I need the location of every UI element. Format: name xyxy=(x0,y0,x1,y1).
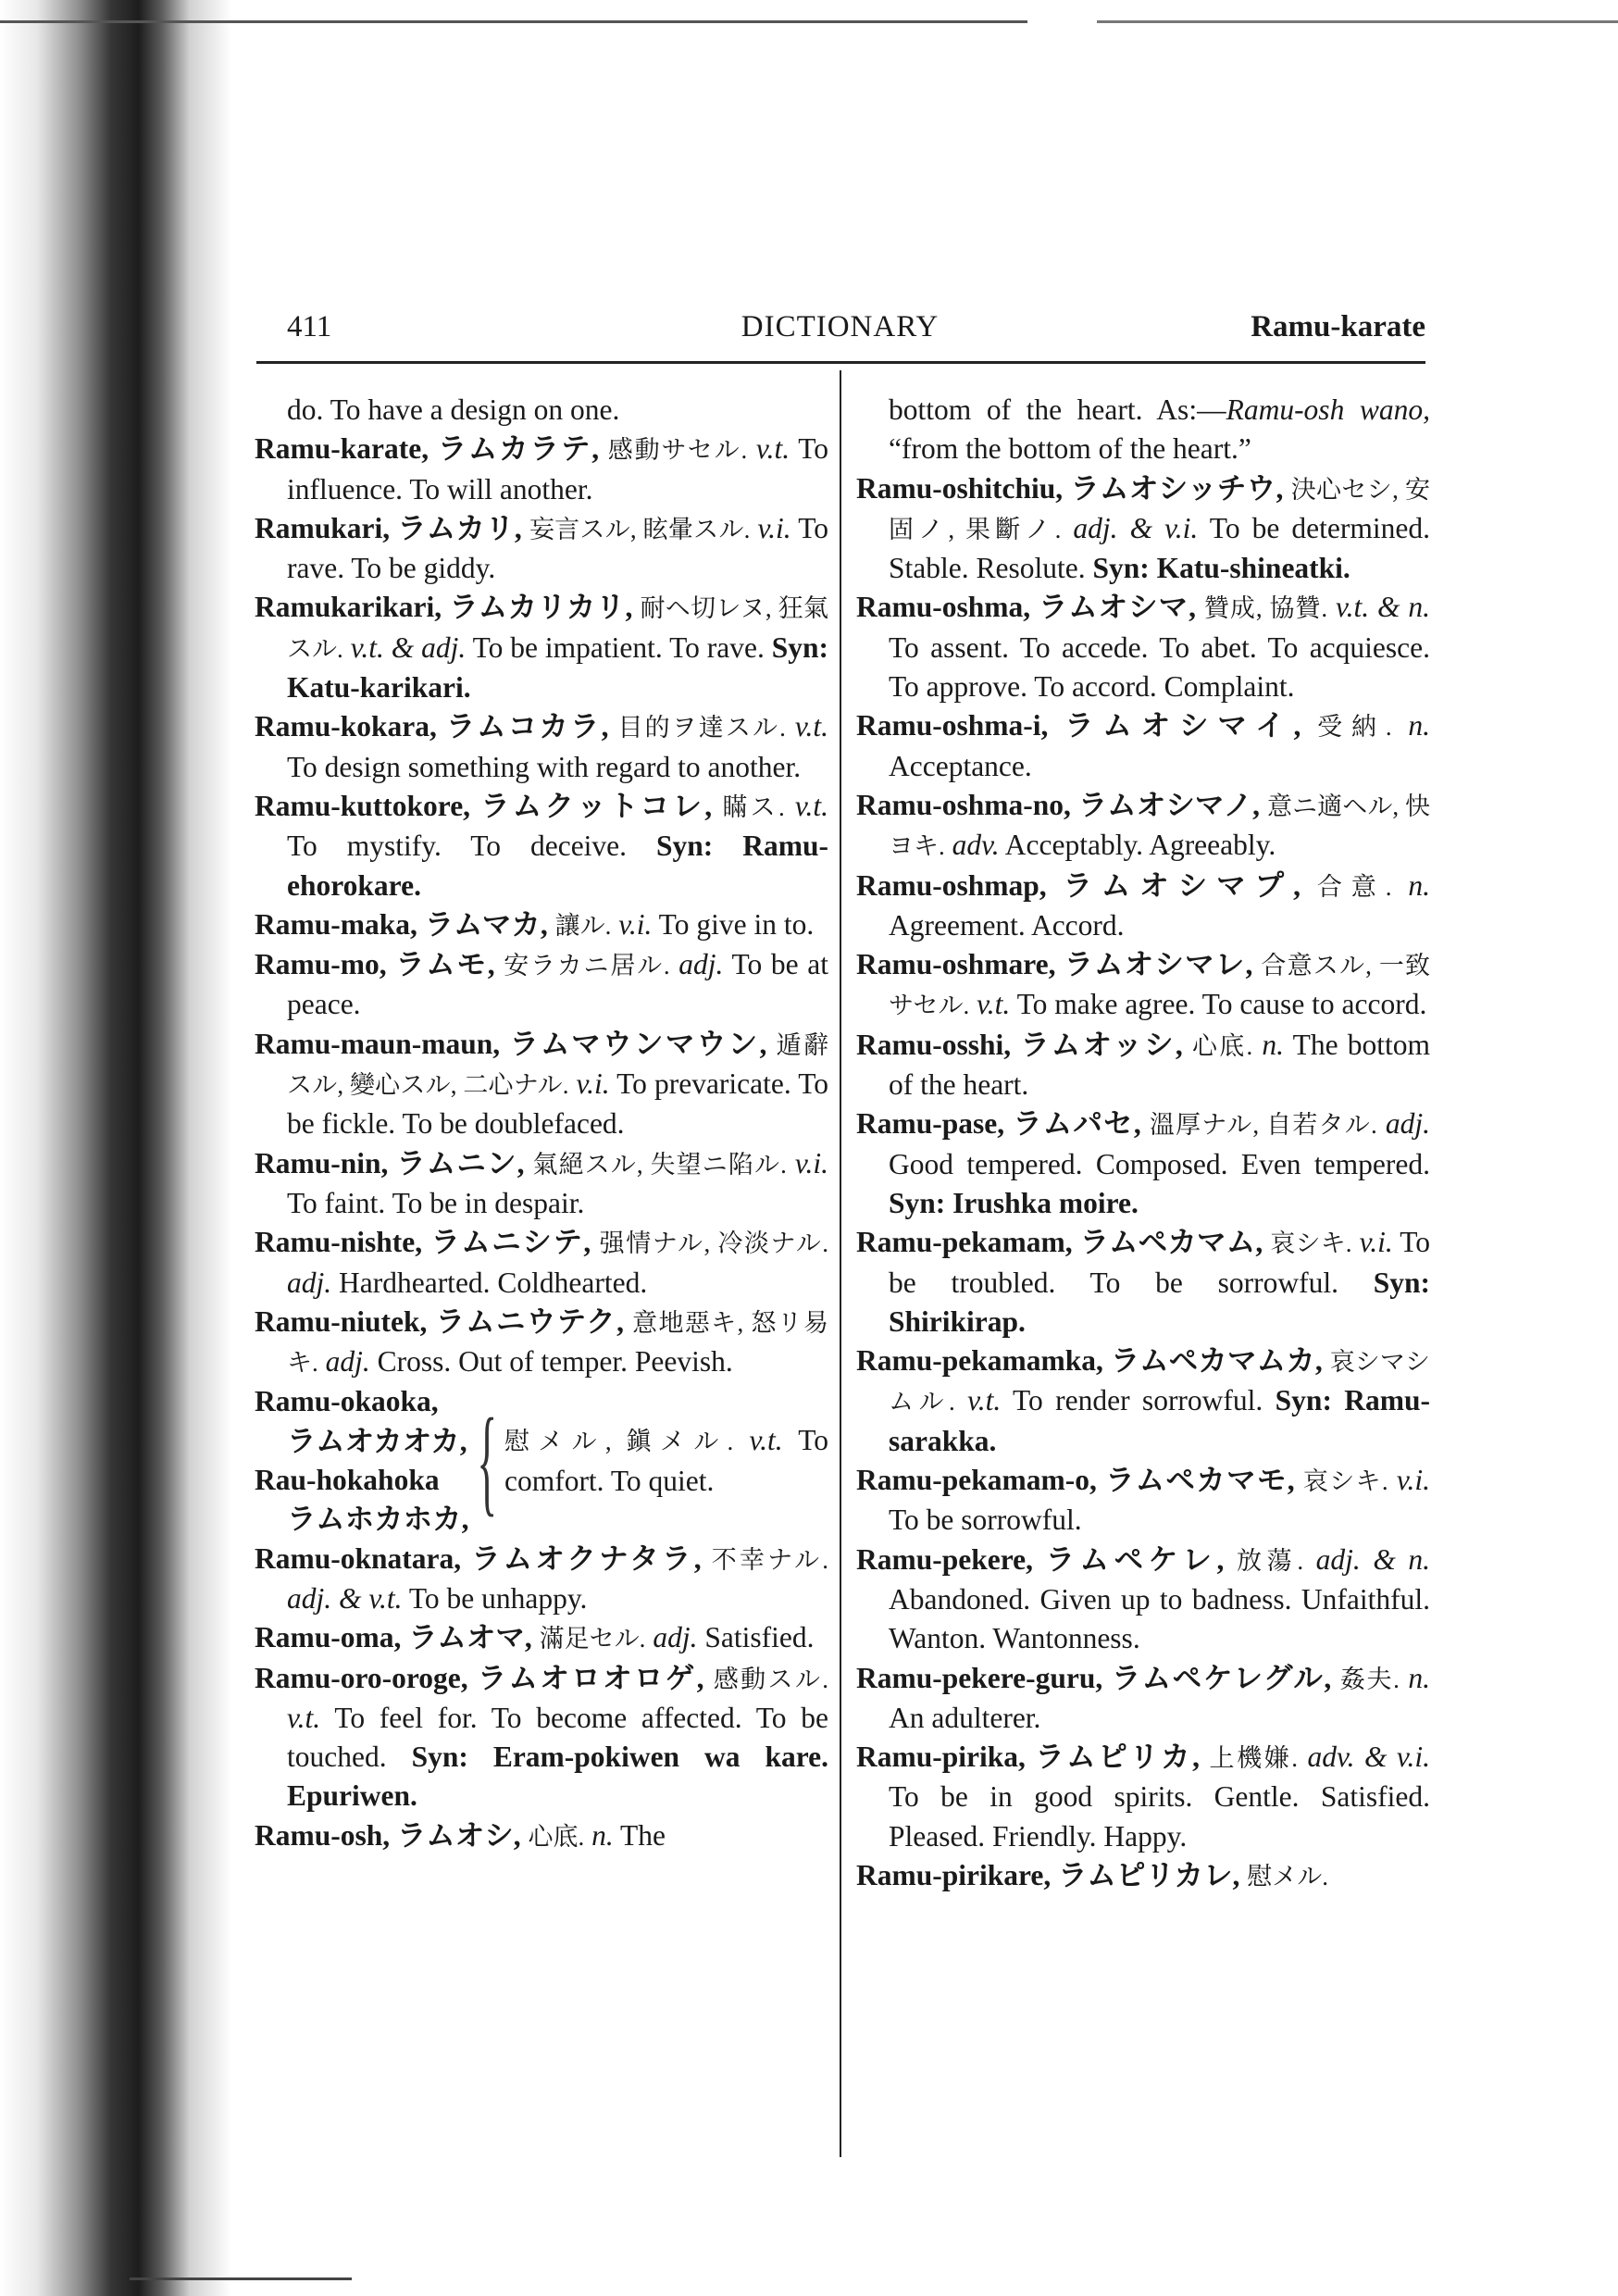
definition: To be unhappy. xyxy=(408,1581,588,1615)
header-rule xyxy=(256,361,1425,364)
definition: Satisfied. xyxy=(704,1621,815,1654)
definition: An adulterer. xyxy=(889,1701,1041,1734)
part-of-speech: n. xyxy=(1408,709,1431,742)
dictionary-entry xyxy=(255,509,828,589)
headword: Ramu-oro-oroge, xyxy=(255,1661,468,1694)
part-of-speech: adj. xyxy=(325,1345,370,1379)
japanese-gloss: 目的ヲ達スル. xyxy=(617,714,786,742)
definition: Abandoned. Given up to badness. Unfaithful. Wanton. Wantonness. xyxy=(889,1582,1430,1655)
definition: Acceptably. Agreeably. xyxy=(1004,829,1276,862)
headword: Ramu-maun-maun, xyxy=(255,1027,501,1060)
dictionary-entry xyxy=(255,1618,828,1658)
headword: Ramu-osshi, xyxy=(856,1028,1012,1061)
continuation-text: do. To have a design on one. xyxy=(287,393,620,426)
headword: Ramu-pekamamka, xyxy=(856,1344,1103,1378)
kana: ラムオシマ, xyxy=(1039,591,1197,624)
japanese-gloss: 滿足セル. xyxy=(539,1625,646,1653)
part-of-speech: adj. xyxy=(287,1266,332,1299)
part-of-speech: v.t. xyxy=(755,432,790,466)
japanese-gloss: 感動スル. xyxy=(713,1665,829,1693)
japanese-gloss: 妄言スル, 眩暈スル. xyxy=(529,515,751,543)
japanese-gloss: 合意. xyxy=(1316,872,1392,901)
dictionary-entry xyxy=(255,430,828,509)
dictionary-entry xyxy=(255,707,828,787)
part-of-speech: v.i. xyxy=(794,1146,829,1179)
column-divider xyxy=(840,370,841,2157)
part-of-speech: n. xyxy=(591,1818,614,1852)
headword: Ramu-oshma-no, xyxy=(856,788,1071,821)
kana: ラムオシマレ, xyxy=(1064,948,1253,981)
brace-definition xyxy=(504,1421,828,1501)
example-gloss: “from the bottom of the heart.” xyxy=(889,432,1251,466)
kana: ラムホカホカ, xyxy=(287,1503,469,1536)
dictionary-entry xyxy=(856,867,1430,946)
dictionary-entry xyxy=(255,588,828,707)
headword: Ramu-nishte, xyxy=(255,1226,423,1259)
right-entries xyxy=(856,469,1430,1897)
part-of-speech: adj. xyxy=(1385,1107,1431,1141)
kana: ラムニシテ, xyxy=(430,1226,591,1259)
japanese-gloss: 意ニ適ヘル, 快ヨキ. xyxy=(889,792,1431,861)
headword: Ramu-pekere, xyxy=(856,1542,1034,1576)
part-of-speech: v.t. xyxy=(287,1701,321,1734)
part-of-speech: v.i. xyxy=(1396,1464,1431,1497)
brace-entry xyxy=(255,1382,828,1539)
headword: Ramu-oshmare, xyxy=(856,948,1056,981)
part-of-speech: adj. xyxy=(653,1621,698,1654)
dictionary-entry xyxy=(856,1541,1430,1659)
running-title: DICTIONARY xyxy=(741,310,940,343)
synonym-label: Syn: xyxy=(1373,1266,1430,1299)
headword: Ramu-oshmap, xyxy=(856,868,1047,902)
japanese-gloss: 哀シキ. xyxy=(1270,1229,1352,1258)
left-entries-after xyxy=(255,1540,828,1856)
definition: To render sorrowful. xyxy=(1013,1384,1263,1417)
japanese-gloss: 姦夫. xyxy=(1339,1665,1400,1693)
part-of-speech: v.i. xyxy=(576,1067,610,1101)
dictionary-entry xyxy=(856,1341,1430,1461)
japanese-gloss: 讓ル. xyxy=(554,911,612,940)
kana: ラムモ, xyxy=(395,948,495,981)
definition: To be in good spirits. Gentle. Satisfied. Pleased. Friendly. Happy. xyxy=(889,1780,1430,1853)
headword: Ramu-kuttokore, xyxy=(255,789,471,822)
japanese-gloss: 合意スル, 一致サセル. xyxy=(889,952,1431,1020)
kana: ラムカラテ, xyxy=(437,432,600,466)
right-column xyxy=(856,391,1430,1896)
dictionary-entry xyxy=(255,1144,828,1224)
headword: Ramu-okaoka, xyxy=(255,1385,439,1418)
japanese-gloss: 安ラカニ居ル. xyxy=(504,952,670,980)
kana: ラムオマ, xyxy=(408,1621,532,1654)
part-of-speech: adv. xyxy=(952,829,1000,862)
dictionary-entry xyxy=(255,1025,828,1144)
dictionary-entry xyxy=(255,1540,828,1619)
japanese-gloss: 放蕩. xyxy=(1236,1546,1304,1575)
continuation-text xyxy=(856,391,1430,469)
kana: ラムピリカレ, xyxy=(1058,1858,1240,1891)
kana: ラムカリカリ, xyxy=(449,591,633,624)
definition: To be at peace. xyxy=(287,948,829,1021)
japanese-gloss: 强情ナル, 冷淡ナル. xyxy=(599,1229,828,1258)
headword: Ramu-oshitchiu, xyxy=(856,471,1064,505)
japanese-gloss: 哀シマシムル. xyxy=(889,1348,1431,1416)
part-of-speech: v.t. & n. xyxy=(1336,591,1431,624)
kana: ラムパセ, xyxy=(1013,1107,1141,1141)
kana: ラムオクナタラ, xyxy=(471,1541,702,1575)
dictionary-entry xyxy=(255,787,828,905)
japanese-gloss: 意地惡キ, 怒リ易キ. xyxy=(287,1308,829,1378)
scan-shadow-edge xyxy=(0,0,231,2296)
synonym-label: Syn: xyxy=(1275,1384,1332,1417)
part-of-speech: v.t. xyxy=(977,988,1011,1021)
kana: ラムマカ, xyxy=(424,907,548,941)
headword: Ramu-pase, xyxy=(856,1107,1005,1141)
definition: To feel for. To become affected. To be touched. xyxy=(287,1701,828,1774)
synonym: Katu-shineatki. xyxy=(1156,552,1350,585)
definition: Good tempered. Composed. Even tempered. xyxy=(889,1147,1430,1180)
dictionary-entry xyxy=(255,1659,828,1816)
dictionary-entry xyxy=(856,786,1430,867)
definition: To assent. To accede. To abet. To acquiesce. To approve. To accord. Complaint. xyxy=(889,630,1430,704)
synonym-label: Syn: xyxy=(656,830,714,863)
part-of-speech: n. xyxy=(1408,1661,1431,1694)
headword: Ramu-oshma, xyxy=(856,591,1031,624)
part-of-speech: v.i. xyxy=(1359,1226,1393,1259)
part-of-speech: v.t. & adj. xyxy=(350,630,467,664)
japanese-gloss: 受納. xyxy=(1317,713,1392,742)
dictionary-entry xyxy=(255,905,828,945)
japanese-gloss: 遁辭スル, 變心スル, 二心ナル. xyxy=(287,1030,829,1100)
japanese-gloss: 上機嫌. xyxy=(1209,1744,1298,1773)
synonym: Irushka moire. xyxy=(952,1186,1139,1219)
kana: ラムペカマム, xyxy=(1079,1226,1263,1259)
dictionary-entry xyxy=(255,1816,828,1856)
kana: ラムペケレ, xyxy=(1045,1542,1225,1576)
curly-brace: { xyxy=(476,1394,497,1529)
part-of-speech: n. xyxy=(1408,868,1431,902)
definition: To mystify. To deceive. xyxy=(287,830,628,863)
kana: ラムカリ, xyxy=(397,511,522,544)
kana: ラムオッシ, xyxy=(1020,1028,1183,1061)
japanese-gloss: 慰メル, 鎭メル. xyxy=(504,1428,734,1456)
kana: ラムオシ, xyxy=(397,1818,521,1852)
definition: Agreement. Accord. xyxy=(889,908,1125,942)
dictionary-entry xyxy=(856,1461,1430,1541)
dictionary-entry xyxy=(856,1659,1430,1739)
japanese-gloss: 感動サセル. xyxy=(607,436,748,465)
headword: Ramukari, xyxy=(255,511,391,544)
synonym-label: Syn: xyxy=(889,1186,946,1219)
kana: ラムクットコレ, xyxy=(480,789,713,822)
brace-headwords xyxy=(255,1382,469,1539)
example-phrase: Ramu-osh wano, xyxy=(1226,393,1431,426)
headword: Ramu-osh, xyxy=(255,1818,391,1852)
headword: Ramu-nin, xyxy=(255,1146,389,1179)
headword: Ramu-oknatara, xyxy=(255,1541,462,1575)
part-of-speech: adj. & n. xyxy=(1315,1542,1431,1576)
synonym: Shirikirap. xyxy=(889,1304,1026,1338)
synonym: Ramu-ehorokare. xyxy=(287,830,829,902)
definition: To be determined. Stable. Resolute. xyxy=(889,511,1430,585)
part-of-speech: adv. & v.i. xyxy=(1307,1741,1431,1774)
definition: To be troubled. To be sorrowful. xyxy=(889,1226,1431,1299)
part-of-speech: adj. xyxy=(678,948,724,981)
definition: Hardhearted. Coldhearted. xyxy=(339,1266,648,1299)
definition: To faint. To be in despair. xyxy=(287,1186,585,1219)
definition: To be impatient. To rave. xyxy=(472,630,765,664)
definition: To be sorrowful. xyxy=(889,1504,1082,1537)
definition: The xyxy=(620,1818,666,1852)
definition: To design something with regard to another. xyxy=(287,750,802,783)
dictionary-entry xyxy=(856,1223,1430,1341)
synonym-label: Syn: xyxy=(411,1741,468,1774)
bottom-scan-rule xyxy=(130,2277,352,2280)
part-of-speech: v.t. xyxy=(794,710,829,743)
japanese-gloss: 哀シキ. xyxy=(1302,1467,1388,1496)
kana: ラムニン, xyxy=(396,1146,525,1179)
synonym-label: Syn: xyxy=(771,630,829,664)
kana: ラムコカラ, xyxy=(445,710,609,743)
dictionary-entry xyxy=(856,1738,1430,1856)
headword: Ramu-pirikare, xyxy=(856,1858,1052,1891)
synonym: Katu-karikari. xyxy=(287,671,471,705)
dictionary-entry xyxy=(856,1026,1430,1105)
japanese-gloss: 贊成, 協贊. xyxy=(1203,594,1328,623)
japanese-gloss: 決心セシ, 安固ノ, 果斷ノ. xyxy=(889,475,1431,543)
kana: ラムピリカ, xyxy=(1035,1741,1201,1774)
definition: To make agree. To cause to accord. xyxy=(1016,988,1427,1021)
headword: Ramu-kokara, xyxy=(255,710,437,743)
kana: ラムオシマイ, xyxy=(1064,709,1301,742)
synonym: Ramu-sarakka. xyxy=(889,1384,1431,1457)
japanese-gloss: 心底. xyxy=(1191,1031,1253,1060)
headword: Ramu-pekamam, xyxy=(856,1226,1073,1259)
part-of-speech: v.t. xyxy=(967,1384,1002,1417)
dictionary-entry xyxy=(255,1303,828,1383)
dictionary-entry xyxy=(856,1856,1430,1896)
japanese-gloss: 不幸ナル. xyxy=(711,1545,828,1574)
headword: Ramu-karate, xyxy=(255,432,429,466)
part-of-speech: v.i. xyxy=(618,907,653,941)
kana: ラムオロオロゲ, xyxy=(477,1661,704,1694)
definition: Acceptance. xyxy=(889,749,1032,782)
definition: Cross. Out of temper. Peevish. xyxy=(377,1345,733,1379)
kana: ラムニウテク, xyxy=(435,1304,624,1338)
japanese-gloss: 心底. xyxy=(528,1822,585,1851)
kana: ラムペケレグル, xyxy=(1111,1661,1332,1694)
part-of-speech: v.t. xyxy=(749,1424,783,1457)
dictionary-entry xyxy=(255,1223,828,1303)
headword: Rau-hokahoka xyxy=(255,1464,440,1497)
kana: ラムオシマノ, xyxy=(1077,788,1261,821)
dictionary-entry xyxy=(856,1104,1430,1223)
definition: To prevaricate. To be fickle. To be doublefaced. xyxy=(287,1067,829,1141)
synonym: Eram-pokiwen wa kare. Epuriwen. xyxy=(287,1741,829,1813)
kana: ラムオシッチウ, xyxy=(1070,471,1284,505)
japanese-gloss: 耐ヘ切レヌ, 狂氣スル. xyxy=(287,594,829,663)
kana: ラムオカオカ, xyxy=(287,1424,467,1457)
kana: ラムマウンマウン, xyxy=(509,1027,767,1060)
definition: To rave. To be giddy. xyxy=(287,511,829,585)
headword: Ramu-niutek, xyxy=(255,1304,428,1338)
left-column xyxy=(255,391,828,1856)
headword: Ramu-maka, xyxy=(255,907,417,941)
kana: ラムペカマムカ, xyxy=(1110,1344,1323,1378)
part-of-speech: adj. & v.i. xyxy=(1073,511,1199,544)
kana: ラムペカマモ, xyxy=(1105,1464,1295,1497)
dictionary-entry xyxy=(856,945,1430,1026)
page-header xyxy=(255,306,1425,361)
definition: The bottom of the heart. xyxy=(889,1028,1431,1102)
headword: Ramu-pekamam-o, xyxy=(856,1464,1097,1497)
definition: To give in to. xyxy=(658,907,815,941)
japanese-gloss: 氣絕スル, 失望ニ陷ル. xyxy=(532,1150,787,1179)
synonym-label: Syn: xyxy=(1092,552,1150,585)
dictionary-entry xyxy=(255,945,828,1025)
dictionary-entry xyxy=(856,469,1430,589)
part-of-speech: adj. & v.t. xyxy=(287,1581,403,1615)
headword: Ramukarikari, xyxy=(255,591,442,624)
left-entries xyxy=(255,430,828,1382)
headword: Ramu-mo, xyxy=(255,948,387,981)
catchword: Ramu-karate xyxy=(1251,310,1425,343)
definition: To comfort. To quiet. xyxy=(504,1424,829,1497)
dictionary-entry xyxy=(856,706,1430,786)
continuation-prefix: bottom of the heart. As:— xyxy=(889,393,1226,426)
kana: ラムオシマプ, xyxy=(1063,868,1301,902)
top-scan-rule-right xyxy=(1097,20,1618,23)
headword: Ramu-pirika, xyxy=(856,1741,1026,1774)
japanese-gloss: 瞞ス. xyxy=(722,792,785,821)
dictionary-entry xyxy=(856,588,1430,706)
headword: Ramu-pekere-guru, xyxy=(856,1661,1103,1694)
japanese-gloss: 溫厚ナル, 自若タル. xyxy=(1149,1111,1377,1140)
part-of-speech: v.t. xyxy=(794,789,829,822)
part-of-speech: v.i. xyxy=(757,511,791,544)
definition: To influence. To will another. xyxy=(287,432,829,505)
part-of-speech: n. xyxy=(1262,1028,1285,1061)
page-number: 411 xyxy=(287,310,332,343)
top-scan-rule xyxy=(0,20,1027,23)
japanese-gloss: 慰メル. xyxy=(1247,1862,1329,1890)
headword: Ramu-oma, xyxy=(255,1621,402,1654)
headword: Ramu-oshma-i, xyxy=(856,709,1049,742)
